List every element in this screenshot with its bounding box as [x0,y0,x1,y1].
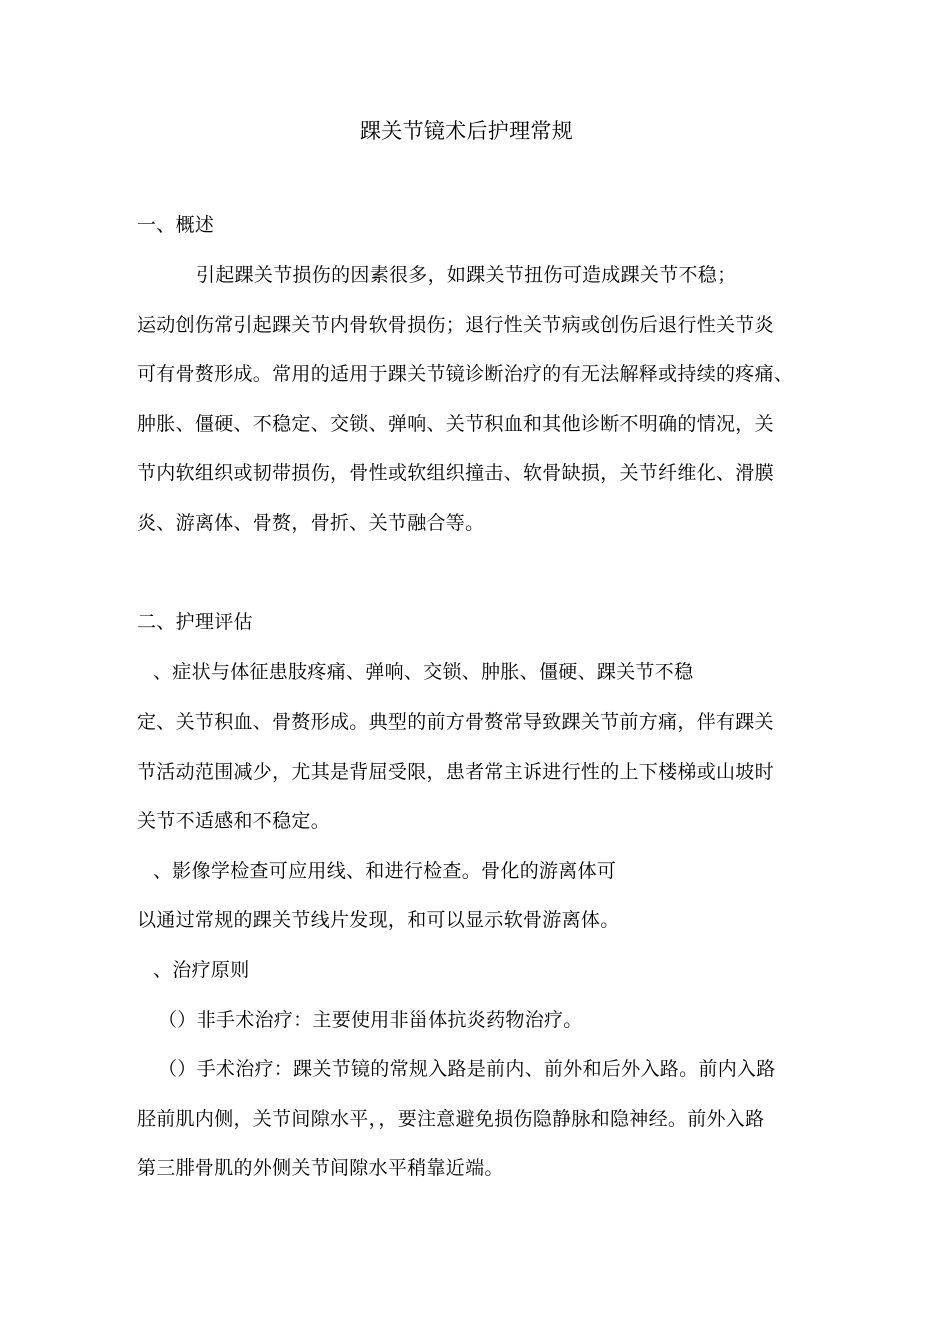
paragraph-line: 节活动范围减少，尤其是背屈受限，患者常主诉进行性的上下楼梯或山坡时 [137,761,774,783]
paragraph-line: 节内软组织或韧带损伤，骨性或软组织撞击、软骨缺损，关节纤维化、滑膜 [137,462,774,484]
paragraph-line: 引起踝关节损伤的因素很多，如踝关节扭伤可造成踝关节不稳； [196,264,737,286]
section-heading-overview: 一、概述 [137,214,215,236]
paragraph-line: 炎、游离体、骨赘，骨折、关节融合等。 [137,512,485,534]
paragraph-line: 肿胀、僵硬、不稳定、交锁、弹响、关节积血和其他诊断不明确的情况，关 [137,413,774,435]
paragraph-line: 胫前肌内侧，关节间隙水平，，要注意避免损伤隐静脉和隐神经。前外入路 [137,1108,765,1130]
paragraph-line: 关节不适感和不稳定。 [137,810,331,832]
paragraph-line: 可有骨赘形成。常用的适用于踝关节镜诊断治疗的有无法解释或持续的疼痛、 [137,363,794,385]
paragraph-line: 定、关节积血、骨赘形成。典型的前方骨赘常导致踝关节前方痛，伴有踝关 [137,711,774,733]
page-title: 踝关节镜术后护理常规 [360,119,573,143]
paragraph-line: 、症状与体征患肢疼痛、弹响、交锁、肿胀、僵硬、踝关节不稳 [153,661,694,683]
paragraph-line: （）手术治疗：踝关节镜的常规入路是前内、前外和后外入路。前内入路 [158,1058,776,1080]
paragraph-line: 第三腓骨肌的外侧关节间隙水平稍靠近端。 [137,1157,504,1179]
subheading-treatment-principles: 、治疗原则 [153,959,250,981]
paragraph-line: 、影像学检查可应用线、和进行检查。骨化的游离体可 [153,860,617,882]
paragraph-line: （）非手术治疗：主要使用非甾体抗炎药物治疗。 [158,1009,583,1031]
paragraph-line: 运动创伤常引起踝关节内骨软骨损伤；退行性关节病或创伤后退行性关节炎 [137,314,774,336]
section-heading-nursing-assessment: 二、护理评估 [137,611,253,633]
paragraph-line: 以通过常规的踝关节线片发现，和可以显示软骨游离体。 [137,909,620,931]
